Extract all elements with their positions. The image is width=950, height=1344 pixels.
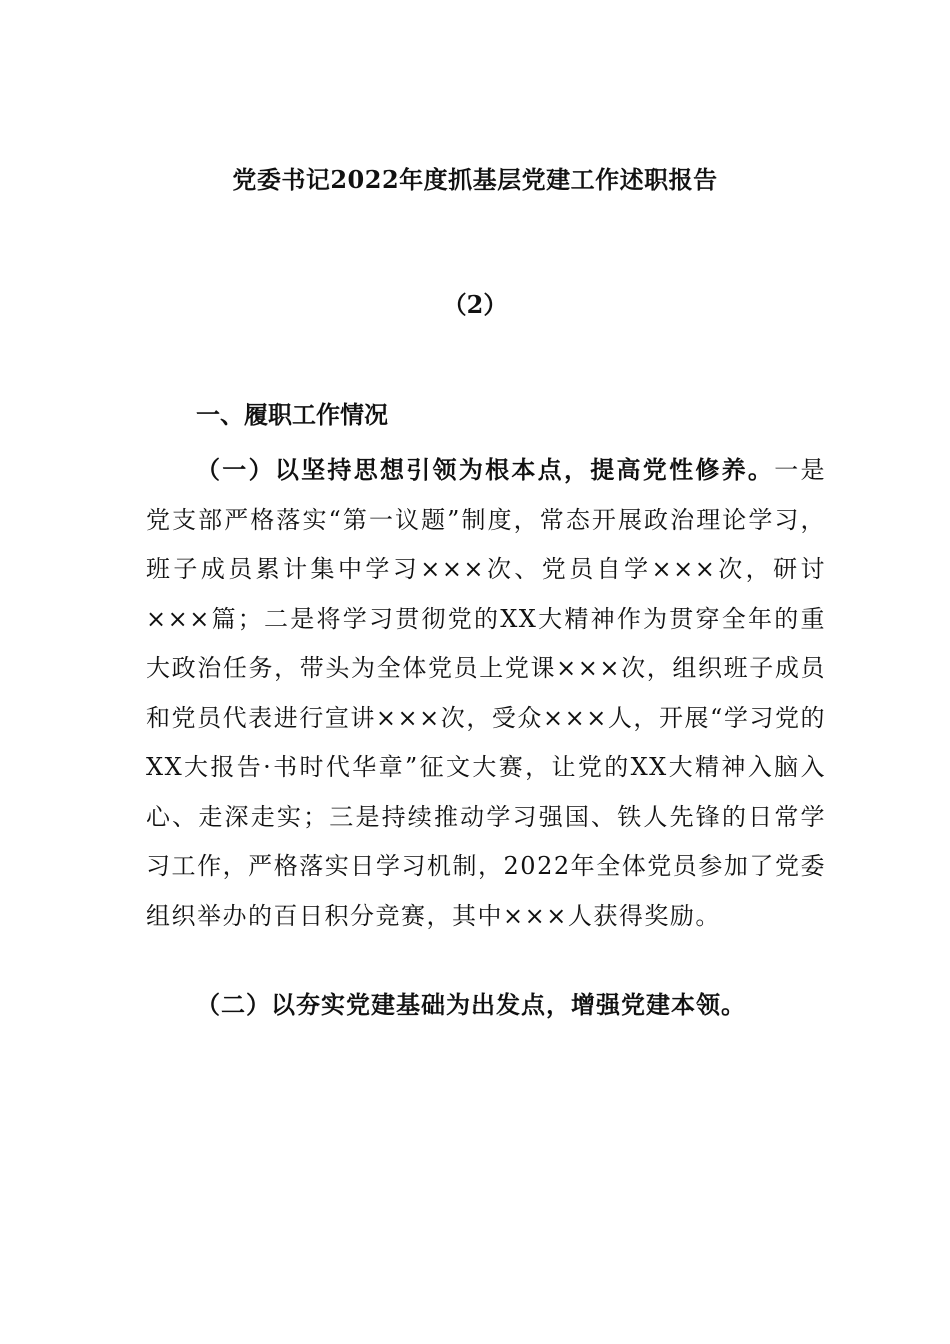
- document-subtitle: （2）: [442, 290, 508, 319]
- paragraph-1-body: 一是党支部严格落实“第一议题”制度，常态开展政治理论学习，班子成员累计集中学习×××次、党员自学×××次，研讨×××篇；二是将学习贯彻党的XX大精神作为贯穿全年的重大政治任务，带头为全体党员上党课×××次，组织班子成员和党员代表进行宣讲×××次，受众×××人，开展“学习党的XX大报告·书时代华章”征文大赛，让党的XX大精神入脑入心、走深走实；三是持续推动学习强国、铁人先锋的日常学习工作，严格落实日学习机制，2022年全体党员参加了党委组织举办的百日积分竞赛，其中×××人获得奖励。: [146, 456, 827, 930]
- section-heading: 一、履职工作情况: [196, 400, 388, 429]
- paragraph-2-heading: （二）以夯实党建基础为出发点，增强党建本领。: [196, 990, 746, 1019]
- paragraph-1-lead: （一）以坚持思想引领为根本点，提高党性修养。: [196, 455, 775, 484]
- document-title: 党委书记2022年度抓基层党建工作述职报告: [232, 165, 718, 194]
- paragraph-1: [146, 445, 826, 941]
